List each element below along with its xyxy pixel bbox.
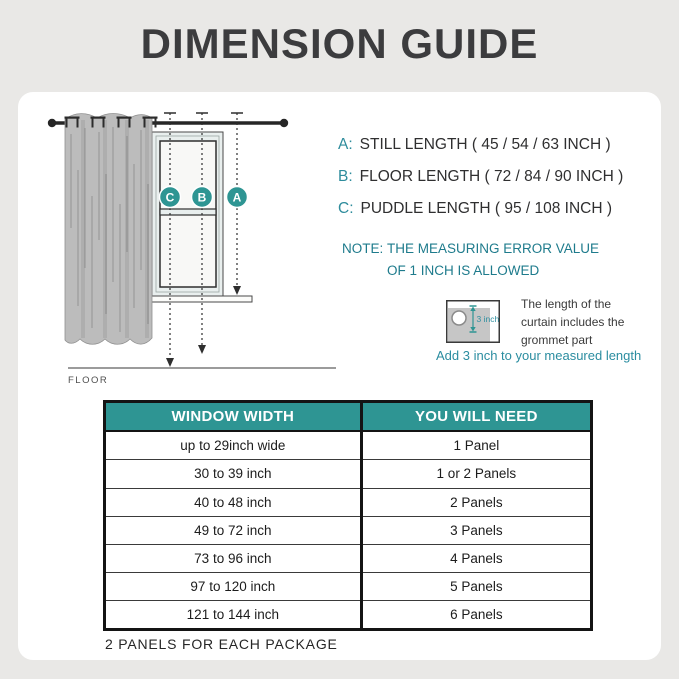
cell-window-width: 30 to 39 inch	[106, 460, 361, 488]
grommet-tip: Add 3 inch to your measured length	[436, 348, 642, 363]
cell-panels-needed: 4 Panels	[361, 544, 590, 572]
marker-c	[160, 187, 181, 208]
measurement-c	[338, 200, 612, 218]
cell-window-width: 49 to 72 inch	[106, 516, 361, 544]
cell-window-width: 97 to 120 inch	[106, 572, 361, 600]
marker-a	[227, 187, 248, 208]
measurement-a	[338, 136, 611, 154]
measurement-b-text: FLOOR LENGTH ( 72 / 84 / 90 INCH )	[359, 168, 624, 185]
col-header-window-width: WINDOW WIDTH	[106, 403, 361, 431]
marker-a-label: A	[232, 190, 242, 205]
cell-panels-needed: 3 Panels	[361, 516, 590, 544]
table-row	[106, 601, 590, 628]
table-row	[106, 431, 590, 460]
grommet-description: The length of the curtain includes the grommet part	[521, 297, 625, 347]
table-row	[106, 544, 590, 572]
table-row	[106, 460, 590, 488]
cell-window-width: 40 to 48 inch	[106, 488, 361, 516]
floor-label: FLOOR	[68, 375, 109, 386]
curtain-panel	[65, 114, 152, 345]
window-illustration	[152, 132, 223, 296]
window-sill	[140, 296, 252, 302]
grommet-diagram	[446, 300, 500, 343]
cell-panels-needed: 5 Panels	[361, 572, 590, 600]
marker-c-label: C	[165, 190, 175, 205]
measurement-a-text: STILL LENGTH ( 45 / 54 / 63 INCH )	[359, 136, 611, 153]
measurement-b	[338, 168, 623, 186]
grommet-size-label: 3 inch	[476, 314, 500, 324]
package-note: 2 PANELS FOR EACH PACKAGE	[105, 636, 338, 652]
curtain-diagram	[40, 100, 360, 390]
cell-panels-needed: 1 or 2 Panels	[361, 460, 590, 488]
cell-window-width: 73 to 96 inch	[106, 544, 361, 572]
marker-b-label: B	[197, 190, 207, 205]
table-row	[106, 572, 590, 600]
table-header-row	[106, 403, 590, 431]
cell-window-width: up to 29inch wide	[106, 431, 361, 460]
measurement-a-letter: A:	[338, 136, 353, 153]
cell-panels-needed: 2 Panels	[361, 488, 590, 516]
page-title: DIMENSION GUIDE	[140, 20, 539, 67]
grommet-hole-icon	[452, 311, 466, 325]
dimension-guide-card	[18, 92, 661, 660]
cell-window-width: 121 to 144 inch	[106, 601, 361, 628]
cell-panels-needed: 6 Panels	[361, 601, 590, 628]
note-text-line1: THE MEASURING ERROR VALUE	[387, 241, 600, 256]
col-header-you-will-need: YOU WILL NEED	[361, 403, 590, 431]
measurement-c-letter: C:	[338, 200, 354, 217]
note-label: NOTE:	[342, 241, 384, 256]
cell-panels-needed: 1 Panel	[361, 431, 590, 460]
note-text-line2: OF 1 INCH IS ALLOWED	[387, 263, 540, 278]
panel-count-table	[103, 400, 593, 631]
measurement-c-text: PUDDLE LENGTH ( 95 / 108 INCH )	[360, 200, 613, 217]
measurement-b-letter: B:	[338, 168, 353, 185]
table-row	[106, 488, 590, 516]
table-row	[106, 516, 590, 544]
marker-b	[192, 187, 213, 208]
